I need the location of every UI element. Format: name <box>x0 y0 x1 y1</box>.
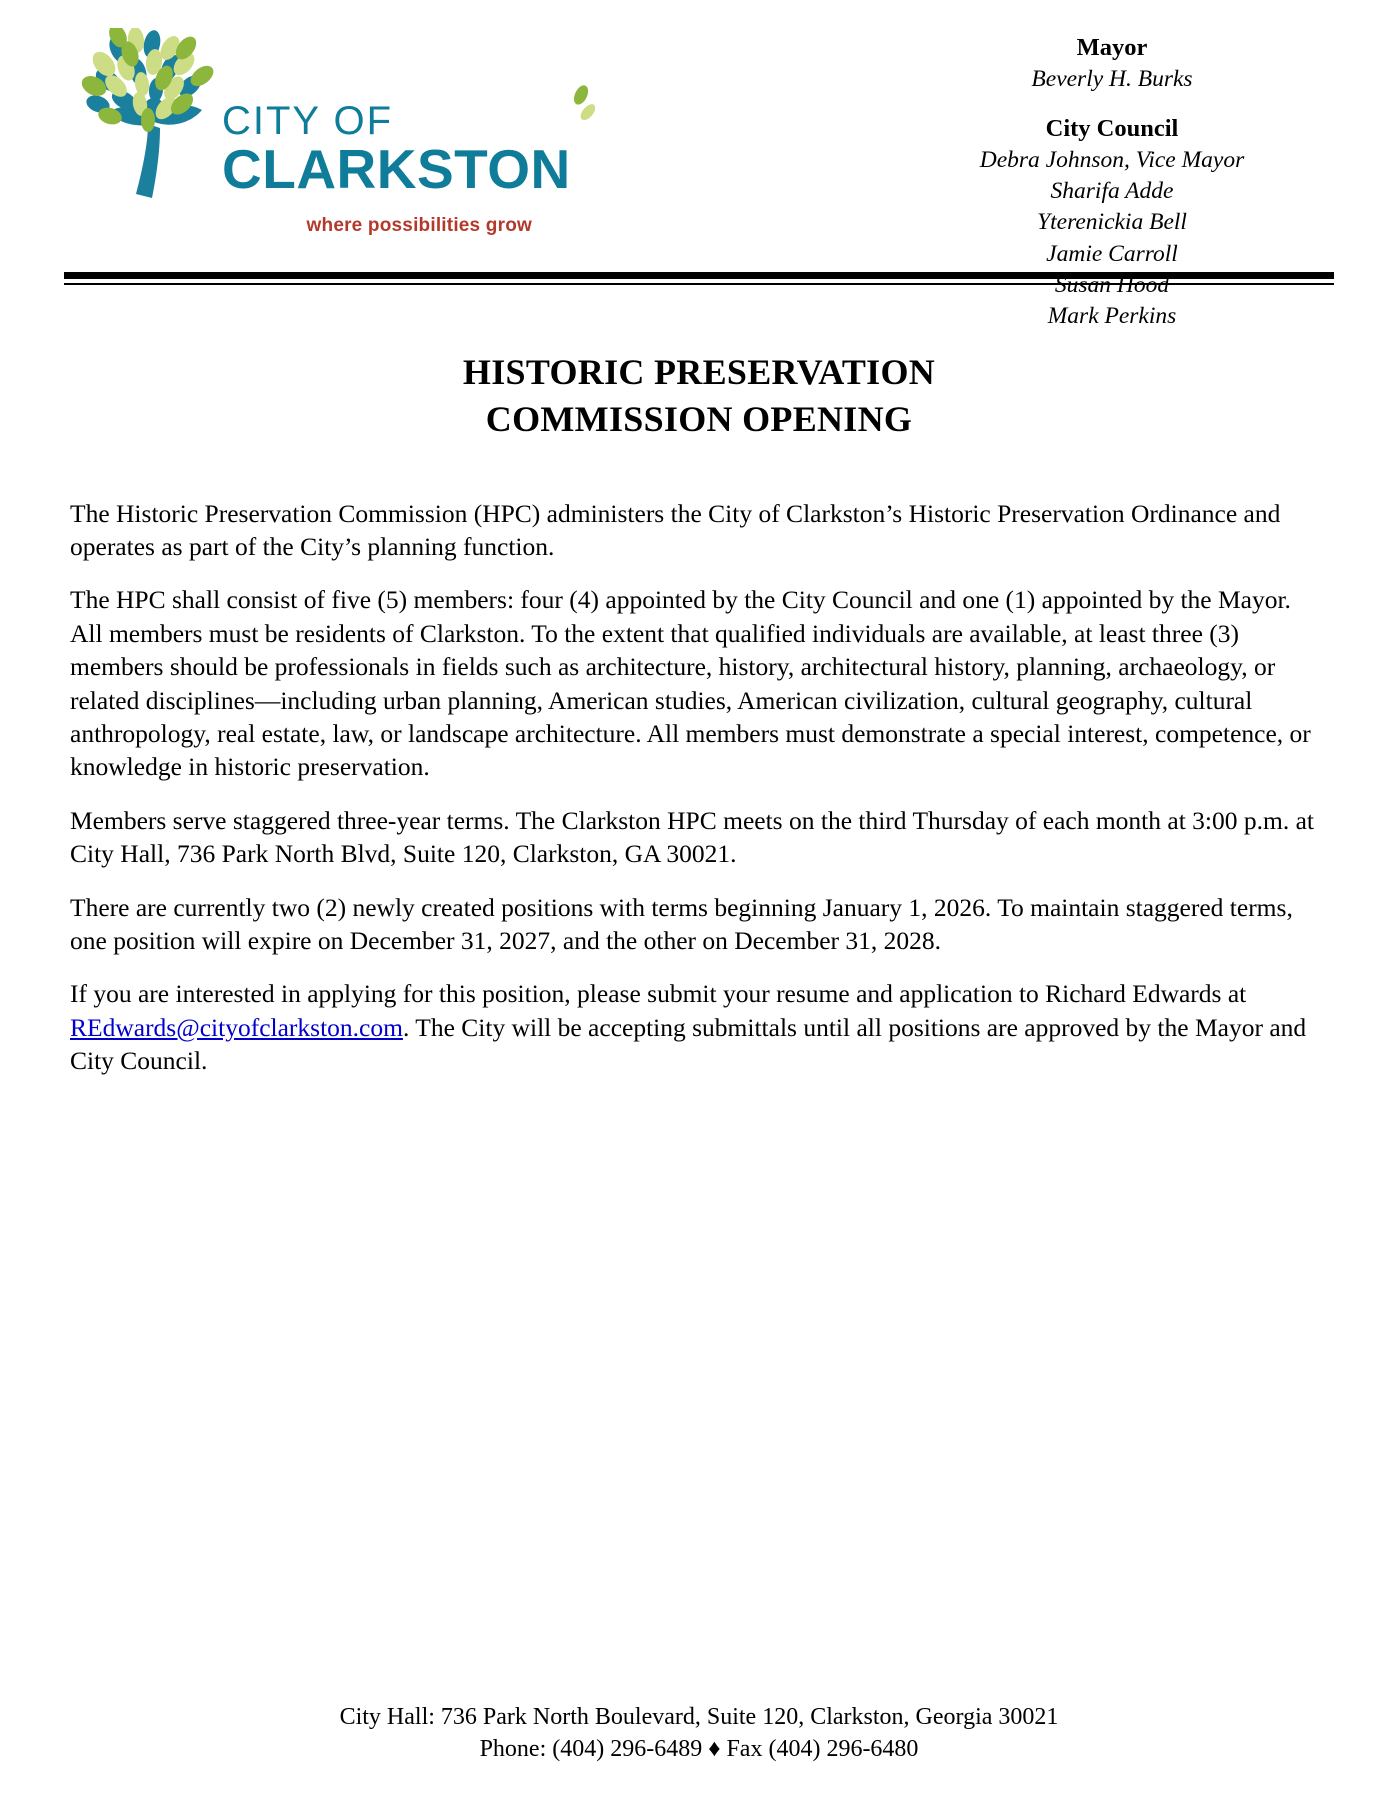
apply-text-after: . The City will be accepting submittals until all positions are approved by the Mayor and City Council. <box>70 1012 1307 1076</box>
footer-address: City Hall: 736 Park North Boulevard, Suite 120, Clarkston, Georgia 30021 <box>339 1703 1059 1730</box>
logo-city-of-text: CITY OF <box>222 98 394 143</box>
apply-text-before: If you are interested in applying for this position, please submit your resume and application to Richard Edwards at <box>70 979 1247 1009</box>
logo-clarkston-text: CLARKSTON <box>222 137 571 200</box>
officials-spacer <box>914 96 1310 113</box>
page-title-line-2: COMMISSION OPENING <box>485 398 913 439</box>
paragraph-composition: The HPC shall consist of five (5) members: four (4) appointed by the City Council and one (1) appointed by the Mayor. All members must be residents of Clarkston. To the extent that qualified individuals are available, at least three (3) members should be professionals in fields such as architecture, history, architectural history, planning, archaeology, or related disciplines—including urban planning, American studies, American civilization, cultural geography, cultural anthropology, real estate, law, or landscape architecture. All members must demonstrate a special interest, competence, or knowledge in historic preservation. <box>70 585 1311 782</box>
council-member: Yterenickia Bell <box>1037 209 1187 236</box>
footer-contact: Phone: (404) 296-6489 ♦ Fax (404) 296-6480 <box>479 1736 919 1763</box>
mayor-heading: Mayor <box>1076 34 1148 61</box>
logo-accent-leaf-icon <box>569 77 598 137</box>
letterhead <box>64 0 1334 330</box>
paragraph-terms: There are currently two (2) newly created positions with terms beginning January 1, 2026. To maintain staggered terms, one position will expire on December 31, 2027, and the other on December 31, 2028. <box>70 892 1293 955</box>
logo-tagline: where possibilities grow <box>306 215 532 236</box>
council-member: Jamie Carroll <box>1046 240 1178 267</box>
email-link[interactable]: REdwards@cityofclarkston.com <box>70 1012 403 1042</box>
document-body <box>64 497 1334 1078</box>
city-logo <box>64 18 598 237</box>
council-member: Susan Hood <box>1054 271 1170 298</box>
mayor-name: Beverly H. Burks <box>1031 66 1193 93</box>
council-heading: City Council <box>1045 114 1179 142</box>
paragraph-overview: The Historic Preservation Commission (HPC) administers the City of Clarkston’s Historic Preservation Ordinance and operates as part of the City’s planning function. <box>70 498 1281 561</box>
page-title <box>64 349 1334 443</box>
officials-block <box>914 18 1334 332</box>
council-member: Mark Perkins <box>1047 303 1177 330</box>
council-member: Sharifa Adde <box>1050 178 1174 205</box>
page-footer <box>0 1701 1398 1766</box>
page-title-line-1: HISTORIC PRESERVATION <box>462 352 936 392</box>
paragraph-apply <box>70 977 1328 1077</box>
council-member: Debra Johnson, Vice Mayor <box>979 146 1245 173</box>
tree-logo-icon <box>78 28 228 203</box>
paragraph-meetings: Members serve staggered three-year terms. The Clarkston HPC meets on the third Thursday of each month at 3:00 p.m. at City Hall, 736 Park North Blvd, Suite 120, Clarkston, GA 30021. <box>70 805 1314 869</box>
